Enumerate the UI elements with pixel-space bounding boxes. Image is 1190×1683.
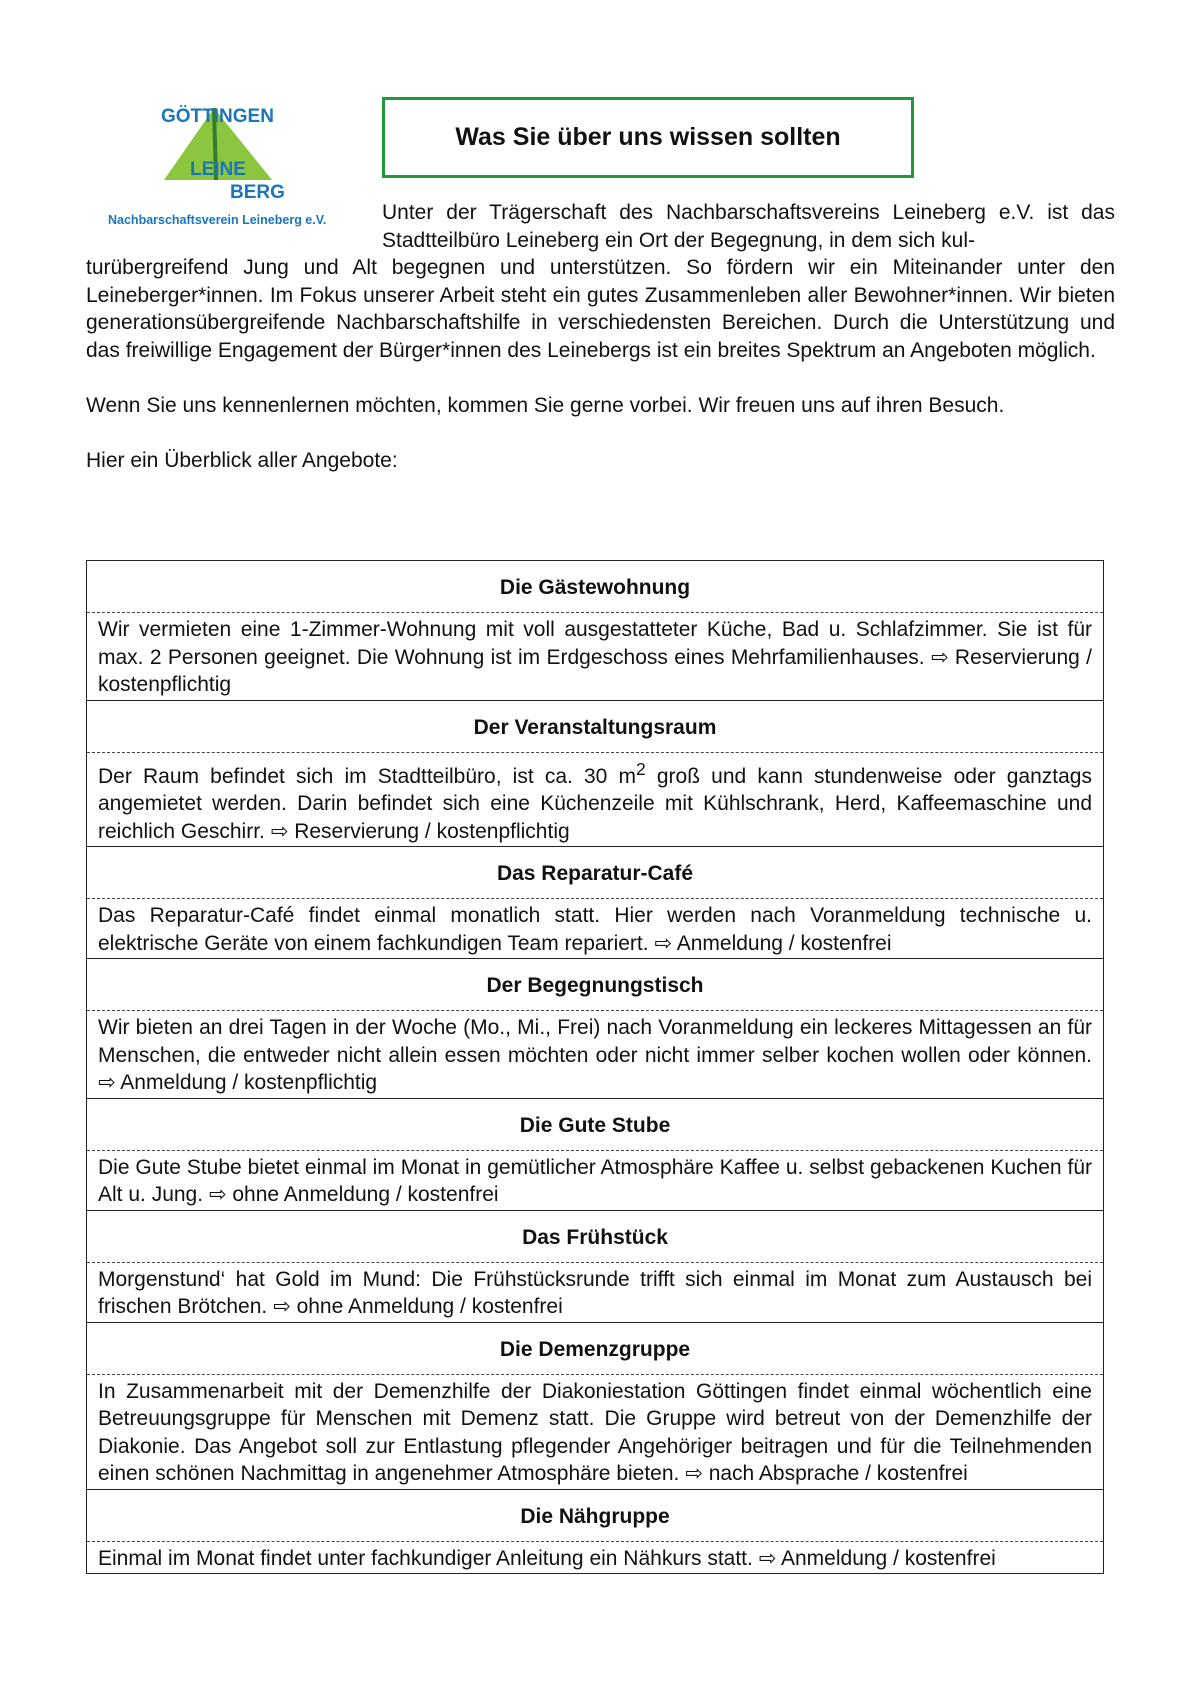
offer-sewing-group [87, 1490, 1103, 1574]
arrow-icon: ⇨ [273, 1295, 291, 1318]
offers-table [86, 560, 1104, 1574]
logo-mountain-icon [104, 98, 364, 230]
offer-description: Einmal im Monat findet unter fachkundiger Anleitung ein Nähkurs statt. ⇨ Anmeldung / kostenfrei [98, 1546, 996, 1570]
offer-description: Das Reparatur-Café findet einmal monatlich statt. Hier werden nach Voranmeldung technische u. elektrische Geräte von einem fachkundigen Team repariert. ⇨ Anmeldung / kostenfrei [87, 899, 1103, 959]
offer-note: ohne Anmeldung / kostenfrei [296, 1295, 563, 1318]
offer-note: Anmeldung / kostenfrei [781, 1546, 996, 1570]
offer-gute-stube [87, 1099, 1103, 1211]
logo [104, 98, 364, 230]
offer-description: Der Raum befindet sich im Stadtteilbüro, ist ca. 30 $m^2$ groß und kann stundenweise oder ganztags angemietet werden. Darin befindet sich eine Küchenzeile mit Kühlschrank, Herd, Kaffeemaschine und reichlich Geschirr. ⇨ Reservierung / kostenpflichtig [87, 753, 1103, 848]
offer-description: Morgenstund‘ hat Gold im Mund: Die Frühstücksrunde trifft sich einmal im Monat zum Austausch bei frischen Brötchen. ⇨ ohne Anmeldung / kostenfrei [87, 1263, 1103, 1323]
arrow-icon: ⇨ [758, 1546, 777, 1570]
title-box [382, 97, 914, 178]
offer-event-room [87, 701, 1103, 848]
logo-line3: BERG [230, 182, 285, 203]
offer-title: Die Nähgruppe [87, 1490, 1103, 1542]
intro-paragraph-top: Unter der Trägerschaft des Nachbarschaftsvereins Leineberg e.V. ist das Stadtteilbüro Leineberg ein Ort der Begegnung, in dem sich kul- [382, 201, 1115, 252]
arrow-icon: ⇨ [685, 1462, 703, 1485]
offer-description: In Zusammenarbeit mit der Demenzhilfe der Diakoniestation Göttingen findet einmal wöchentlich eine Betreuungsgruppe für Menschen mit Demenz statt. Die Gruppe wird betreut von der Demenzhilfe der Diakonie. Das Angebot soll zur Entlastung pflegender Angehöriger beitragen und für die Teilnehmenden einen schönen Nachmittag in angenehmer Atmosphäre bieten. ⇨ nach Absprache / kostenfrei [87, 1375, 1103, 1490]
offer-description: Wir vermieten eine 1-Zimmer-Wohnung mit voll ausgestatteter Küche, Bad u. Schlafzimmer. Sie ist für max. 2 Personen geeignet. Die Wohnung ist im Erdgeschoss eines Mehrfamilienhauses. ⇨ Reservierung / kostenpflichtig [87, 613, 1103, 701]
intro-paragraph-1: turübergreifend Jung und Alt begegnen und unterstützen. So fördern wir ein Miteinander unter den Leineberger*innen. Im Fokus unserer Arbeit steht ein gutes Zusammenleben aller Bewohner*innen. Wir bieten generationsübergreifende Nachbarschaftshilfe in verschiedensten Bereichen. Durch die Unterstützung und das freiwillige Engagement der Bürger*innen des Leinebergs ist ein breites Spektrum an Angeboten möglich. [86, 256, 1115, 362]
offer-title: Der Veranstaltungsraum [87, 701, 1103, 753]
intro-paragraph-2: Wenn Sie uns kennenlernen möchten, kommen Sie gerne vorbei. Wir freuen uns auf ihren Besuch. [86, 393, 1005, 417]
offer-note: nach Absprache / kostenfrei [708, 1462, 968, 1485]
offer-title: Das Reparatur-Café [87, 847, 1103, 899]
page-title: Was Sie über uns wissen sollten [455, 123, 841, 151]
offer-description: Wir bieten an drei Tagen in der Woche (Mo., Mi., Frei) nach Voranmeldung ein leckeres Mittagessen an für Menschen, die entweder nicht allein essen möchten oder nicht immer selber kochen wollen oder können. ⇨ Anmeldung / kostenpflichtig [87, 1011, 1103, 1099]
logo-caption: Nachbarschaftsverein Leineberg e.V. [108, 213, 327, 227]
intro-text [86, 254, 1115, 474]
offer-note: Anmeldung / kostenfrei [676, 931, 892, 955]
arrow-icon: ⇨ [98, 1071, 116, 1094]
intro-paragraph-3: Hier ein Überblick aller Angebote: [86, 448, 398, 472]
offer-note: Anmeldung / kostenpflichtig [120, 1071, 378, 1094]
offer-title: Die Gästewohnung [87, 561, 1103, 613]
offer-note: ohne Anmeldung / kostenfrei [232, 1183, 499, 1206]
offer-dementia-group [87, 1323, 1103, 1490]
offer-title: Die Demenzgruppe [87, 1323, 1103, 1375]
offer-repair-cafe [87, 847, 1103, 959]
offer-note: Reservierung / kostenpflichtig [294, 819, 570, 843]
arrow-icon: ⇨ [208, 1183, 227, 1206]
offer-title: Die Gute Stube [87, 1099, 1103, 1151]
offer-breakfast [87, 1211, 1103, 1323]
offer-note: Reservierung / kostenpflichtig [98, 645, 1092, 696]
offer-meeting-table [87, 959, 1103, 1099]
offer-title: Der Begegnungstisch [87, 959, 1103, 1011]
offer-description: Die Gute Stube bietet einmal im Monat in gemütlicher Atmosphäre Kaffee u. selbst gebackenen Kuchen für Alt u. Jung. ⇨ ohne Anmeldung / kostenfrei [87, 1151, 1103, 1211]
offer-title: Das Frühstück [87, 1211, 1103, 1263]
arrow-icon: ⇨ [270, 819, 289, 843]
offer-guest-apartment [87, 561, 1103, 701]
logo-line1: GÖTTINGEN [161, 106, 274, 127]
logo-line2: LEINE [190, 159, 246, 180]
arrow-icon: ⇨ [654, 931, 673, 955]
arrow-icon: ⇨ [930, 645, 949, 669]
